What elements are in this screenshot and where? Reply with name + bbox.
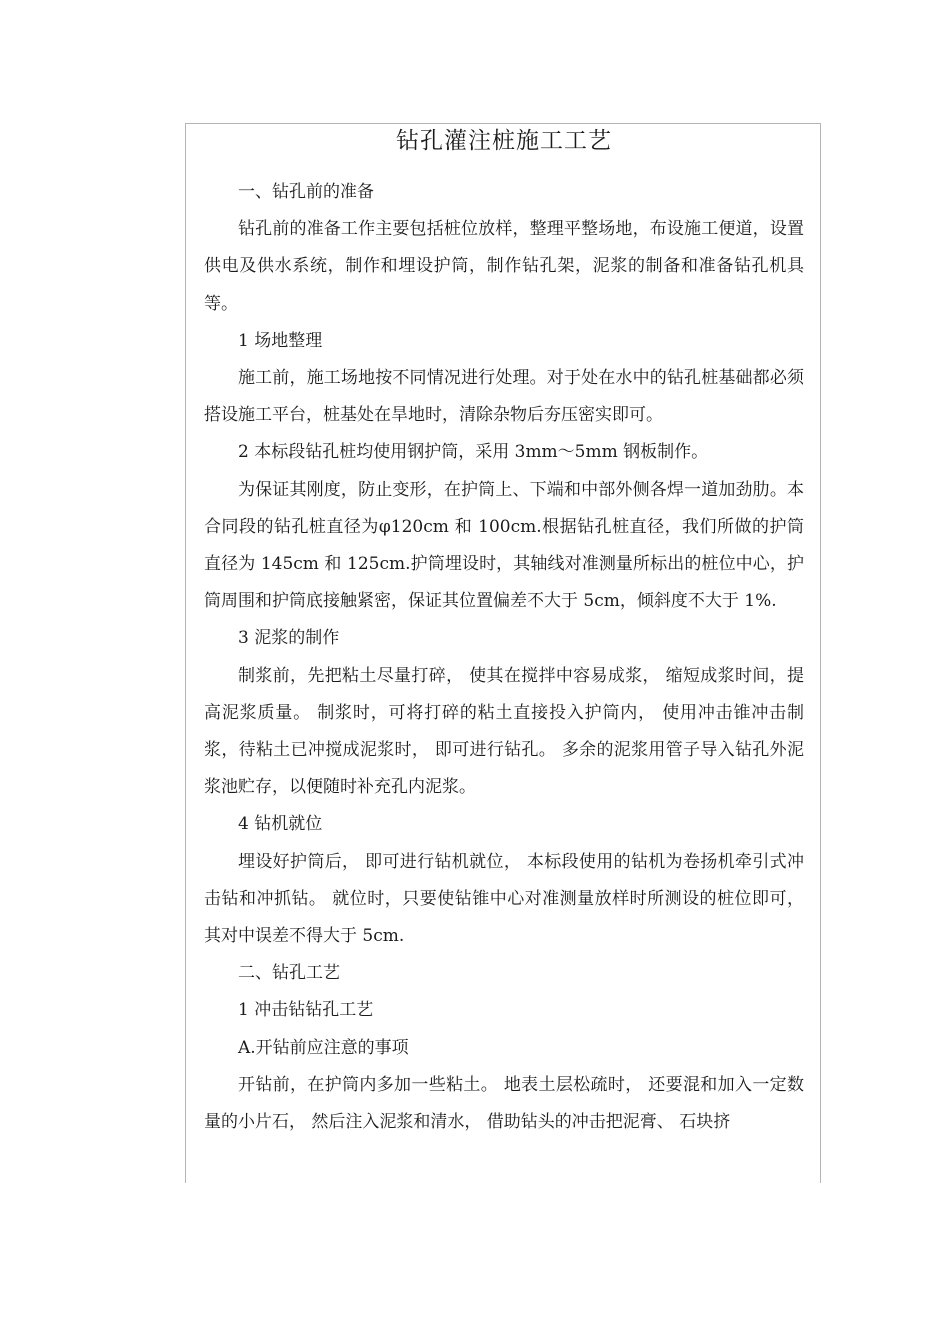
paragraph: 施工前，施工场地按不同情况进行处理。对于处在水中的钻孔桩基础都必须搭设施工平台，桩基处在旱地时，清除杂物后夯压密实即可。 bbox=[204, 368, 804, 426]
document-body bbox=[204, 174, 804, 1141]
paragraph: 制浆前，先把粘土尽量打碎， 使其在搅拌中容易成浆， 缩短成浆时间，提高泥浆质量。 制浆时，可将打碎的粘土直接投入护筒内， 使用冲击锥冲击制浆，待粘土已冲搅成泥浆时， 即可进行钻孔。 多余的泥浆用管子导入钻孔外泥浆池贮存，以便随时补充孔内泥浆。 bbox=[204, 665, 804, 798]
subsection-heading: 4 钻机就位 bbox=[238, 814, 323, 835]
subsection-heading: 1 冲击钻钻孔工艺 bbox=[238, 1000, 374, 1021]
paragraph: 开钻前，在护筒内多加一些粘土。 地表土层松疏时， 还要混和加入一定数量的小片石， 然后注入泥浆和清水， 借助钻头的冲击把泥膏、 石块挤 bbox=[204, 1074, 804, 1133]
paragraph: 为保证其刚度，防止变形，在护筒上、下端和中部外侧各焊一道加劲肋。本合同段的钻孔桩直径为φ120cm 和 100cm.根据钻孔桩直径，我们所做的护筒直径为 145cm 和 125cm.护筒埋设时，其轴线对准测量所标出的桩位中心，护筒周围和护筒底接触紧密，保证其位置偏差不大于 5cm，倾斜度不大于 1%. bbox=[204, 479, 804, 612]
section-heading: 一、钻孔前的准备 bbox=[238, 182, 374, 202]
section-heading: 二、钻孔工艺 bbox=[238, 963, 340, 984]
paragraph: 埋设好护筒后， 即可进行钻机就位， 本标段使用的钻机为卷扬机牵引式冲击钻和冲抓钻。 就位时，只要使钻锥中心对准测量放样时所测设的桩位即可，其对中误差不得大于 5cm. bbox=[204, 851, 804, 947]
document-title: 钻孔灌注桩施工工艺 bbox=[396, 128, 612, 154]
document-frame bbox=[185, 123, 821, 1183]
subsection-heading: A.开钻前应注意的事项 bbox=[238, 1037, 409, 1058]
subsection-heading: 1 场地整理 bbox=[238, 330, 323, 351]
subsection-heading: 2 本标段钻孔桩均使用钢护筒，采用 3mm～5mm 钢板制作。 bbox=[238, 442, 709, 463]
paragraph: 钻孔前的准备工作主要包括桩位放样，整理平整场地，布设施工便道，设置供电及供水系统，制作和埋设护筒，制作钻孔架，泥浆的制备和准备钻孔机具等。 bbox=[204, 219, 804, 314]
subsection-heading: 3 泥浆的制作 bbox=[238, 628, 340, 649]
